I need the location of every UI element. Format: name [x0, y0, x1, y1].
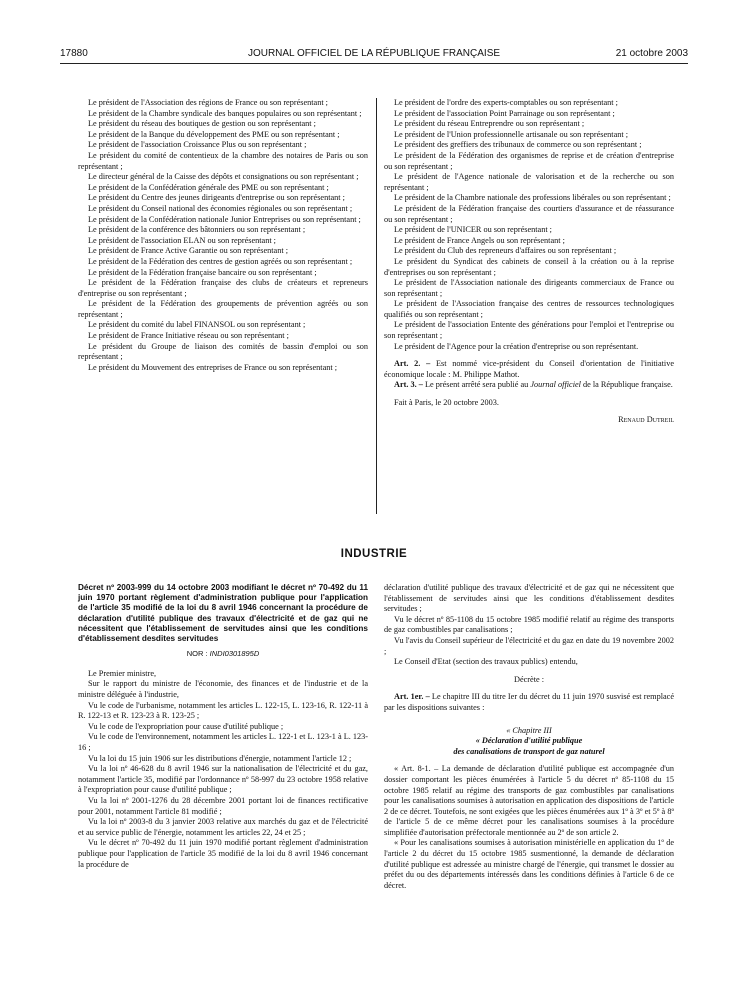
preamble-line: Vu le décret nº 70-492 du 11 juin 1970 modifié portant règlement d'administration publique pour l'application de l'article 35 modifié de la loi du 8 avril 1946 concernant la procédure de	[78, 838, 368, 869]
article-3-text-before: Le présent arrêté sera publié au	[424, 380, 529, 390]
member-line: Le président du comité de contentieux de la chambre des notaires de Paris ou son représentant ;	[78, 150, 368, 171]
bottom-left-column	[78, 583, 368, 870]
member-line: Le président de la Chambre nationale des professions libérales ou son représentant ;	[394, 193, 671, 203]
article-2-text: Est nommé vice-président du Conseil d'orientation de l'initiative économique locale : M. Philippe Mathot.	[384, 359, 675, 379]
member-line: Le président de l'association Croissance Plus ou son représentant ;	[88, 140, 307, 150]
preamble-line: Vu le décret nº 85-1108 du 15 octobre 1985 modifié relatif au régime des transports de gaz combustibles par canalisations ;	[384, 614, 674, 635]
preamble-line: Sur le rapport du ministre de l'économie, des finances et de l'industrie et de la ministre déléguée à l'industrie,	[78, 679, 368, 699]
page-number: 17880	[60, 48, 88, 59]
preamble-line: Vu la loi nº 46-628 du 8 avril 1946 sur la nationalisation de l'électricité et du gaz, notamment l'article 35, modifié par l'ordonnance nº 58-997 du 23 octobre 1958 relative à l'expropriation pour cause d'utilité publique ;	[78, 764, 368, 795]
preamble-line: Le Premier ministre,	[88, 668, 157, 678]
nor-label: NOR :	[186, 649, 208, 659]
member-line: Le président du comité du label FINANSOL ou son représentant ;	[88, 320, 306, 330]
member-line: Le président du Mouvement des entreprises de France ou son représentant ;	[88, 362, 338, 372]
article-3-label: Art. 3. –	[394, 380, 423, 390]
member-line: Le président du Conseil national des économies régionales ou son représentant ;	[88, 203, 353, 213]
preamble-line: Vu la loi nº 2001-1276 du 28 décembre 2001 portant loi de finances rectificative pour 2001, notamment l'article 81 modifié ;	[78, 795, 368, 816]
member-line: Le président du Groupe de liaison des comités de bassin d'emploi ou son représentant ;	[78, 341, 368, 362]
preamble-line: Vu le code de l'urbanisme, notamment les articles L. 122-15, L. 123-16, R. 122-11 à R. 122-13 et R. 123-23 à R. 123-25 ;	[78, 700, 368, 721]
signature: Renaud Dutreil	[618, 414, 674, 424]
preamble-line: Le Conseil d'Etat (section des travaux publics) entendu,	[394, 657, 578, 667]
article-2	[384, 359, 674, 380]
member-line: Le président de la Confédération nationale Junior Entreprises ou son représentant ;	[88, 214, 361, 224]
top-left-column	[78, 98, 368, 373]
section-title: INDUSTRIE	[340, 548, 408, 560]
preamble-line: Vu l'avis du Conseil supérieur de l'électricité et du gaz en date du 19 novembre 2002 ;	[384, 635, 674, 656]
member-line: Le président de la conférence des bâtonniers ou son représentant ;	[88, 225, 306, 235]
member-line: Le président de la Fédération française bancaire ou son représentant ;	[88, 267, 317, 277]
member-line: Le président des greffiers des tribunaux de commerce ou son représentant ;	[394, 140, 642, 150]
preamble-line: Vu le code de l'expropriation pour cause d'utilité publique ;	[88, 721, 284, 731]
member-line: Le président de l'association Entente des générations pour l'emploi et l'entreprise ou son représentant ;	[384, 320, 674, 341]
member-line: Le président du Club des repreneurs d'affaires ou son représentant ;	[394, 246, 617, 256]
article-1-label: Art. 1er. –	[394, 692, 430, 702]
issue-date: 21 octobre 2003	[615, 48, 688, 59]
page-header	[60, 48, 688, 62]
member-line: Le président de l'Association des régions de France ou son représentant ;	[88, 98, 328, 107]
nor-value: INDI0301895D	[209, 649, 260, 659]
member-line: Le président de France Angels ou son représentant ;	[394, 235, 565, 245]
journal-title: JOURNAL OFFICIEL DE LA RÉPUBLIQUE FRANÇAISE	[247, 48, 501, 59]
member-line: Le président du Centre des jeunes dirigeants d'entreprise ou son représentant ;	[88, 193, 345, 203]
member-line: Le président de l'association ELAN ou son représentant ;	[88, 235, 276, 245]
chapter-heading: « Chapitre III	[506, 725, 552, 735]
member-line: Le président de l'Association nationale des dirigeants commerciaux de France ou son représentant ;	[384, 278, 674, 298]
top-right-column	[384, 98, 674, 425]
member-line: Le président de l'UNICER ou son représentant ;	[394, 225, 552, 235]
article-2-label: Art. 2. –	[394, 359, 431, 369]
chapter-subtitle-1: « Déclaration d'utilité publique	[475, 736, 583, 746]
article-1-text: Le chapitre III du titre Ier du décret du 11 juin 1970 susvisé est remplacé par les dispositions suivantes :	[384, 692, 675, 712]
member-line: Le président de l'Agence pour la création d'entreprise ou son représentant.	[394, 341, 639, 351]
member-line: Le président du réseau des boutiques de gestion ou son représentant ;	[88, 119, 316, 129]
preamble-line: Vu la loi du 15 juin 1906 sur les distributions d'énergie, notamment l'article 12 ;	[88, 753, 352, 763]
article-8-1-paragraph: « Pour les canalisations soumises à autorisation ministérielle en application du 1º de l'article 2 du décret du 15 octobre 1985 susmentionné, la demande de déclaration d'utilité publique est adressée au ministre chargé de l'énergie, qui transmet le dossier au préfet du ou des départements intéressés dans les conditions définies à l'article 6 de ce décret.	[384, 838, 674, 890]
done-at: Fait à Paris, le 20 octobre 2003.	[394, 398, 499, 408]
article-8-1: « Art. 8-1. – La demande de déclaration d'utilité publique est accompagnée d'un dossier comportant les pièces énumérées à l'article 5 du décret nº 85-1108 du 15 octobre 1985 relatif au régime des transports de gaz combustibles par canalisations pour les canalisations soumises à autorisation en application des dispositions de l'article 2 de ce décret. Toutefois, ne sont exigées que les pièces énumérées aux 1º à 3º et 5º à 8º de l'article 5 de ce même décret pour les canalisations soumises à la procédure simplifiée d'autorisation préfectorale mentionnée au 2º de son article 2.	[384, 764, 674, 837]
article-1	[384, 692, 674, 713]
preamble-line: Vu la loi nº 2003-8 du 3 janvier 2003 relative aux marchés du gaz et de l'électricité et au service public de l'énergie, notamment les articles 22, 24 et 25 ;	[78, 817, 368, 837]
member-line: Le président de l'ordre des experts-comptables ou son représentant ;	[394, 98, 618, 107]
member-line: Le président de France Initiative réseau ou son représentant ;	[88, 331, 289, 341]
member-line: Le président de la Fédération française des courtiers d'assurance et de réassurance ou son représentant ;	[384, 203, 674, 224]
article-3	[384, 380, 674, 391]
bottom-right-column	[384, 583, 674, 891]
preamble-line: déclaration d'utilité publique des travaux d'électricité et de gaz qui ne nécessitent que l'établissement de servitudes ainsi que les conditions d'établissement desdites servitudes ;	[384, 583, 674, 614]
member-line: Le président de la Fédération des groupements de prévention agréés ou son représentant ;	[78, 299, 368, 319]
member-line: Le président de la Fédération des organismes de reprise et de création d'entreprise ou son représentant ;	[384, 150, 674, 171]
chapter-subtitle-2: des canalisations de transport de gaz naturel	[453, 746, 605, 756]
preamble-line: Vu le code de l'environnement, notamment les articles L. 122-1 et L. 123-1 à L. 123-16 ;	[78, 732, 368, 752]
member-line: Le président de l'Agence nationale de valorisation et de la recherche ou son représentant ;	[384, 172, 674, 192]
nor-reference	[78, 649, 368, 660]
journal-name: Journal officiel	[530, 380, 581, 390]
member-line: Le président de l'Association française des centres de ressources technologiques qualifiés ou son représentant ;	[384, 299, 674, 319]
decree-title: Décret nº 2003-999 du 14 octobre 2003 modifiant le décret nº 70-492 du 11 juin 1970 portant règlement d'administration publique pour l'application de l'article 35 modifié de la loi du 8 avril 1946 concernant la procédure de déclaration d'utilité publique des travaux d'électricité et de gaz qui ne nécessitent que l'établissement de servitudes ainsi que les conditions d'établissement desdites servitudes	[78, 583, 368, 644]
member-line: Le président de France Active Garantie ou son représentant ;	[88, 246, 288, 256]
member-line: Le président de la Chambre syndicale des banques populaires ou son représentant ;	[88, 108, 362, 118]
header-rule	[60, 63, 688, 64]
member-line: Le président de la Fédération française des clubs de créateurs et repreneurs d'entreprise ou son représentant ;	[78, 278, 368, 298]
article-3-text-after: de la République française.	[583, 380, 673, 390]
member-line: Le président de la Confédération générale des PME ou son représentant ;	[88, 182, 329, 192]
column-divider	[376, 98, 377, 514]
member-line: Le président de l'association Point Parrainage ou son représentant ;	[394, 108, 615, 118]
member-line: Le directeur général de la Caisse des dépôts et consignations ou son représentant ;	[88, 172, 359, 182]
member-line: Le président de la Fédération des centres de gestion agréés ou son représentant ;	[88, 256, 353, 266]
member-line: Le président du réseau Entreprendre ou son représentant ;	[394, 119, 585, 129]
member-line: Le président du Syndicat des cabinets de conseil à la création ou à la reprise d'entreprises ou son représentant ;	[384, 256, 674, 277]
member-line: Le président de l'Union professionnelle artisanale ou son représentant ;	[394, 129, 629, 139]
decrete: Décrète :	[514, 674, 544, 684]
member-line: Le président de la Banque du développement des PME ou son représentant ;	[88, 129, 340, 139]
